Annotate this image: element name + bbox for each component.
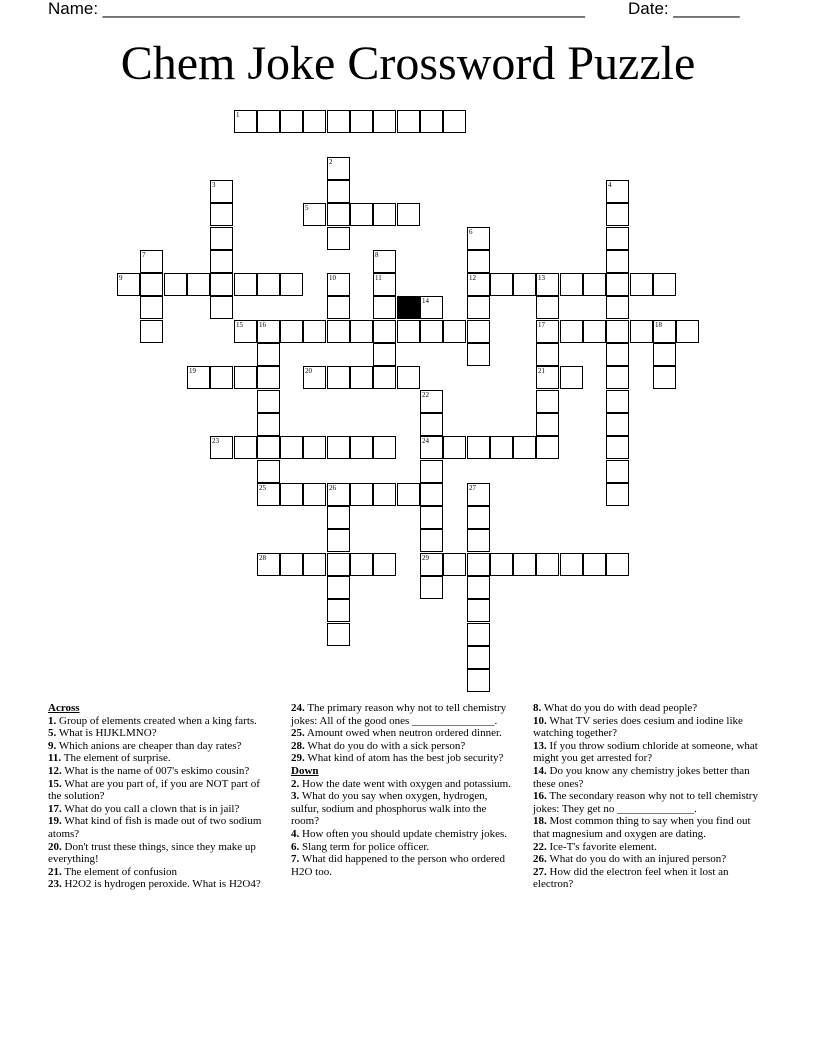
grid-cell[interactable] [373, 436, 396, 459]
grid-cell[interactable] [327, 576, 350, 599]
clue-text: What are you part of, if you are NOT part of the solution? [48, 777, 260, 803]
grid-cell[interactable] [303, 203, 326, 226]
clue-text: What do you call a clown that is in jail? [64, 802, 240, 815]
grid-cell[interactable] [490, 553, 513, 576]
grid-cell[interactable] [606, 273, 629, 296]
clue-text: The element of surprise. [63, 752, 171, 765]
grid-cell[interactable] [210, 366, 233, 389]
grid-cell[interactable] [467, 250, 490, 273]
clue-item [533, 740, 761, 765]
grid-cell[interactable] [257, 413, 280, 436]
grid-cell[interactable] [397, 203, 420, 226]
grid-cell[interactable] [373, 250, 396, 273]
grid-cell[interactable] [536, 366, 559, 389]
clue-number: 12. [48, 764, 62, 777]
grid-cell[interactable] [513, 553, 536, 576]
clue-number: 26. [533, 853, 547, 866]
clue-text: What kind of atom has the best job security? [307, 752, 504, 765]
clue-column-2 [291, 702, 517, 878]
clue-text: Do you know any chemistry jokes better than these ones? [533, 764, 750, 790]
grid-cell[interactable] [653, 320, 676, 343]
grid-cell[interactable] [653, 343, 676, 366]
grid-cell[interactable] [210, 436, 233, 459]
grid-cell[interactable] [397, 320, 420, 343]
grid-cell[interactable] [327, 180, 350, 203]
clue-item [48, 752, 274, 765]
grid-cell[interactable] [210, 250, 233, 273]
clue-number: 3. [291, 790, 300, 803]
grid-cell[interactable] [257, 390, 280, 413]
cell-number: 7 [142, 251, 146, 259]
grid-cell[interactable] [536, 436, 559, 459]
grid-cell[interactable] [280, 273, 303, 296]
clue-number: 6. [291, 840, 300, 853]
clue-number: 5. [48, 727, 57, 740]
clue-text: The element of confusion [64, 865, 178, 878]
grid-cell[interactable] [327, 203, 350, 226]
clue-item [48, 815, 274, 840]
clue-text: What do you say when oxygen, hydrogen, sulfur, sodium and phosphorus walk into the room? [291, 790, 488, 828]
cell-number: 24 [422, 437, 429, 445]
grid-cell[interactable] [373, 483, 396, 506]
clue-text: How often you should update chemistry jokes. [302, 827, 507, 840]
clue-number: 25. [291, 727, 305, 740]
clue-item [291, 778, 517, 791]
clue-number: 2. [291, 777, 300, 790]
clue-item [48, 778, 274, 803]
clue-item [48, 878, 274, 891]
grid-cell[interactable] [210, 227, 233, 250]
grid-cell[interactable] [257, 343, 280, 366]
grid-cell[interactable] [327, 506, 350, 529]
grid-cell[interactable] [606, 320, 629, 343]
clue-number: 10. [533, 714, 547, 727]
clue-item [533, 866, 761, 891]
grid-cell[interactable] [327, 157, 350, 180]
grid-cell[interactable] [443, 436, 466, 459]
cell-number: 3 [212, 181, 216, 189]
grid-cell[interactable] [536, 320, 559, 343]
grid-cell[interactable] [373, 553, 396, 576]
grid-cell[interactable] [210, 273, 233, 296]
grid-cell[interactable] [467, 553, 490, 576]
cell-number: 23 [212, 437, 219, 445]
clue-item [48, 715, 274, 728]
grid-cell[interactable] [327, 366, 350, 389]
cell-number: 1 [236, 111, 240, 119]
grid-cell[interactable] [303, 436, 326, 459]
page-title: Chem Joke Crossword Puzzle [120, 37, 696, 90]
grid-cell[interactable] [327, 320, 350, 343]
grid-cell[interactable] [467, 273, 490, 296]
grid-cell[interactable] [630, 320, 653, 343]
grid-cell[interactable] [467, 669, 490, 692]
grid-cell[interactable] [373, 110, 396, 133]
grid-cell[interactable] [420, 320, 443, 343]
clue-text: Most common thing to say when you find out that magnesium and oxygen are dating. [533, 815, 751, 840]
clue-text: What do you do with dead people? [543, 702, 698, 714]
grid-cell[interactable] [606, 553, 629, 576]
clue-text: Amount owed when neutron ordered dinner. [306, 727, 502, 740]
clue-number: 8. [533, 702, 542, 714]
clue-item [291, 853, 517, 878]
clue-number: 17. [48, 802, 62, 815]
clue-text: Group of elements created when a king farts. [59, 714, 257, 727]
grid-cell[interactable] [373, 366, 396, 389]
grid-cell[interactable] [140, 320, 163, 343]
grid-cell[interactable] [420, 296, 443, 319]
grid-cell[interactable] [513, 436, 536, 459]
grid-cell[interactable] [234, 273, 257, 296]
grid-cell[interactable] [606, 390, 629, 413]
clue-item [48, 740, 274, 753]
clue-item [533, 815, 761, 840]
clue-number: 18. [533, 815, 547, 828]
grid-cell[interactable] [536, 296, 559, 319]
grid-cell[interactable] [327, 599, 350, 622]
clue-item [291, 841, 517, 854]
grid-cell[interactable] [327, 227, 350, 250]
clue-text: H2O2 is hydrogen peroxide. What is H2O4? [64, 878, 261, 891]
cell-number: 16 [259, 321, 266, 329]
grid-cell[interactable] [467, 296, 490, 319]
grid-cell[interactable] [327, 436, 350, 459]
grid-cell[interactable] [303, 553, 326, 576]
grid-cell[interactable] [350, 553, 373, 576]
cell-number: 19 [189, 367, 196, 375]
grid-cell[interactable] [117, 273, 140, 296]
date-field: Date: _______ [628, 0, 740, 18]
clue-number: 19. [48, 815, 62, 828]
grid-cell[interactable] [653, 273, 676, 296]
grid-cell[interactable] [327, 110, 350, 133]
clue-text: The primary reason why not to tell chemistry jokes: All of the good ones _______________. [291, 702, 507, 727]
clue-item [48, 841, 274, 866]
grid-cell[interactable] [490, 436, 513, 459]
clue-number: 22. [533, 840, 547, 853]
grid-cell[interactable] [420, 576, 443, 599]
cell-number: 18 [655, 321, 662, 329]
grid-cell[interactable] [443, 553, 466, 576]
grid-cell[interactable] [280, 483, 303, 506]
grid-cell[interactable] [536, 390, 559, 413]
grid-cell[interactable] [467, 576, 490, 599]
grid-cell[interactable] [420, 390, 443, 413]
clue-text: How did the electron feel when it lost an electron? [533, 865, 729, 891]
grid-cell[interactable] [280, 110, 303, 133]
grid-cell[interactable] [257, 273, 280, 296]
clue-column-3 [533, 702, 761, 891]
grid-cell[interactable] [373, 343, 396, 366]
grid-cell[interactable] [420, 436, 443, 459]
grid-cell[interactable] [327, 529, 350, 552]
clue-text: How the date went with oxygen and potassium. [302, 777, 511, 790]
grid-cell[interactable] [606, 203, 629, 226]
clue-item [291, 790, 517, 828]
grid-cell[interactable] [234, 110, 257, 133]
grid-cell[interactable] [257, 320, 280, 343]
grid-cell[interactable] [606, 343, 629, 366]
clue-number: 4. [291, 827, 300, 840]
cell-number: 6 [469, 228, 473, 236]
cell-number: 12 [469, 274, 476, 282]
grid-cell[interactable] [606, 296, 629, 319]
cell-number: 28 [259, 554, 266, 562]
clue-item [533, 853, 761, 866]
cell-number: 26 [329, 484, 336, 492]
grid-cell[interactable] [583, 320, 606, 343]
clue-item [48, 803, 274, 816]
clue-item [533, 715, 761, 740]
clue-text: If you throw sodium chloride at someone, what might you get arrested for? [533, 739, 758, 765]
grid-cell[interactable] [606, 250, 629, 273]
grid-cell[interactable] [303, 366, 326, 389]
grid-cell[interactable] [327, 553, 350, 576]
grid-cell[interactable] [303, 483, 326, 506]
clue-text: What do you do with an injured person? [549, 853, 727, 866]
grid-cell[interactable] [420, 506, 443, 529]
grid-cell[interactable] [560, 273, 583, 296]
grid-cell[interactable] [443, 320, 466, 343]
grid-cell[interactable] [606, 227, 629, 250]
grid-cell[interactable] [187, 273, 210, 296]
clue-number: 20. [48, 840, 62, 853]
grid-cell[interactable] [536, 273, 559, 296]
grid-cell[interactable] [467, 599, 490, 622]
clue-number: 21. [48, 865, 62, 878]
grid-cell[interactable] [467, 227, 490, 250]
grid-cell[interactable] [140, 296, 163, 319]
clue-text: What is the name of 007's eskimo cousin? [64, 764, 250, 777]
grid-cell[interactable] [350, 110, 373, 133]
grid-cell[interactable] [420, 110, 443, 133]
grid-cell[interactable] [443, 110, 466, 133]
cell-number: 10 [329, 274, 336, 282]
grid-cell[interactable] [536, 413, 559, 436]
clue-text: What do you do with a sick person? [307, 739, 466, 752]
clue-number: 29. [291, 752, 305, 765]
grid-cell[interactable] [397, 366, 420, 389]
grid-cell[interactable] [513, 273, 536, 296]
grid-cell[interactable] [350, 483, 373, 506]
grid-cell[interactable] [234, 436, 257, 459]
name-field: Name: ___________________________________________________ [48, 0, 585, 18]
grid-cell[interactable] [303, 320, 326, 343]
cell-number: 11 [375, 274, 382, 282]
clue-number: 13. [533, 739, 547, 752]
grid-cell[interactable] [210, 296, 233, 319]
grid-cell[interactable] [560, 366, 583, 389]
grid-cell[interactable] [583, 273, 606, 296]
clue-number: 16. [533, 790, 547, 803]
clue-item [291, 828, 517, 841]
grid-cell[interactable] [373, 320, 396, 343]
grid-cell[interactable] [536, 553, 559, 576]
clue-number: 9. [48, 739, 57, 752]
grid-cell[interactable] [467, 623, 490, 646]
clue-number: 11. [48, 752, 62, 765]
grid-cell[interactable] [420, 553, 443, 576]
grid-cell[interactable] [467, 320, 490, 343]
cell-number: 13 [538, 274, 545, 282]
grid-cell[interactable] [467, 506, 490, 529]
clue-number: 15. [48, 777, 62, 790]
grid-cell[interactable] [676, 320, 699, 343]
grid-cell[interactable] [327, 273, 350, 296]
grid-cell[interactable] [606, 483, 629, 506]
clue-number: 23. [48, 878, 62, 891]
clue-text: Don't trust these things, since they make up everything! [48, 840, 256, 866]
clue-number: 14. [533, 764, 547, 777]
clue-item [291, 702, 517, 727]
clue-text: The secondary reason why not to tell chemistry jokes: They get no ______________. [533, 790, 758, 815]
clue-number: 7. [291, 853, 300, 866]
grid-cell[interactable] [373, 296, 396, 319]
grid-cell[interactable] [467, 529, 490, 552]
grid-cell[interactable] [280, 553, 303, 576]
grid-cell[interactable] [420, 460, 443, 483]
grid-cell[interactable] [397, 483, 420, 506]
grid-cell[interactable] [606, 180, 629, 203]
clue-section-heading: Down [291, 764, 319, 777]
grid-cell[interactable] [164, 273, 187, 296]
grid-cell[interactable] [467, 436, 490, 459]
clue-item [48, 765, 274, 778]
cell-number: 29 [422, 554, 429, 562]
grid-cell[interactable] [606, 413, 629, 436]
clue-number: 24. [291, 702, 305, 714]
cell-number: 4 [608, 181, 612, 189]
clue-text: Which anions are cheaper than day rates? [58, 739, 242, 752]
clue-number: 27. [533, 865, 547, 878]
cell-number: 14 [422, 297, 429, 305]
grid-cell[interactable] [234, 320, 257, 343]
cell-number: 20 [305, 367, 312, 375]
cell-number: 17 [538, 321, 545, 329]
grid-cell[interactable] [373, 273, 396, 296]
clue-item [48, 866, 274, 879]
grid-cell[interactable] [583, 553, 606, 576]
clue-item [533, 841, 761, 854]
grid-cell[interactable] [280, 436, 303, 459]
cell-number: 27 [469, 484, 476, 492]
grid-cell[interactable] [234, 366, 257, 389]
clue-text: What kind of fish is made out of two sodium atoms? [48, 815, 262, 840]
grid-cell[interactable] [280, 320, 303, 343]
clue-item [291, 752, 517, 765]
clue-item [533, 790, 761, 815]
grid-cell[interactable] [257, 110, 280, 133]
grid-cell[interactable] [140, 273, 163, 296]
grid-cell[interactable] [257, 460, 280, 483]
black-cell [397, 296, 420, 319]
clue-item [533, 765, 761, 790]
grid-cell[interactable] [467, 343, 490, 366]
cell-number: 21 [538, 367, 545, 375]
clue-text: Slang term for police officer. [302, 840, 430, 853]
grid-cell[interactable] [350, 320, 373, 343]
cell-number: 9 [119, 274, 123, 282]
clue-item [291, 727, 517, 740]
grid-cell[interactable] [303, 110, 326, 133]
grid-cell[interactable] [210, 203, 233, 226]
grid-cell[interactable] [350, 366, 373, 389]
clue-number: 1. [48, 714, 57, 727]
grid-cell[interactable] [350, 203, 373, 226]
cell-number: 15 [236, 321, 243, 329]
grid-cell[interactable] [606, 366, 629, 389]
clue-item [291, 740, 517, 753]
grid-cell[interactable] [257, 483, 280, 506]
grid-cell[interactable] [140, 250, 163, 273]
grid-cell[interactable] [257, 553, 280, 576]
grid-cell[interactable] [350, 436, 373, 459]
cell-number: 22 [422, 391, 429, 399]
grid-cell[interactable] [536, 343, 559, 366]
grid-cell[interactable] [653, 366, 676, 389]
cell-number: 8 [375, 251, 379, 259]
clue-section-heading: Across [48, 702, 80, 714]
cell-number: 25 [259, 484, 266, 492]
grid-cell[interactable] [560, 553, 583, 576]
clue-text: What did happened to the person who ordered H2O too. [291, 853, 505, 878]
grid-cell[interactable] [630, 273, 653, 296]
grid-cell[interactable] [327, 296, 350, 319]
clue-column-1 [48, 702, 274, 891]
grid-cell[interactable] [327, 623, 350, 646]
grid-cell[interactable] [327, 483, 350, 506]
clue-item [48, 727, 274, 740]
grid-cell[interactable] [257, 366, 280, 389]
grid-cell[interactable] [420, 483, 443, 506]
grid-cell[interactable] [420, 413, 443, 436]
grid-cell[interactable] [560, 320, 583, 343]
clue-text: What TV series does cesium and iodine like watching together? [533, 714, 743, 740]
clue-text: What is HIJKLMNO? [58, 727, 157, 740]
grid-cell[interactable] [420, 529, 443, 552]
grid-cell[interactable] [373, 203, 396, 226]
grid-cell[interactable] [467, 483, 490, 506]
grid-cell[interactable] [210, 180, 233, 203]
grid-cell[interactable] [490, 273, 513, 296]
cell-number: 5 [305, 204, 309, 212]
cell-number: 2 [329, 158, 333, 166]
clue-item [533, 702, 761, 715]
grid-cell[interactable] [187, 366, 210, 389]
clue-number: 28. [291, 739, 305, 752]
grid-cell[interactable] [467, 646, 490, 669]
clue-text: Ice-T's favorite element. [549, 840, 657, 853]
grid-cell[interactable] [606, 460, 629, 483]
grid-cell[interactable] [257, 436, 280, 459]
grid-cell[interactable] [606, 436, 629, 459]
grid-cell[interactable] [397, 110, 420, 133]
